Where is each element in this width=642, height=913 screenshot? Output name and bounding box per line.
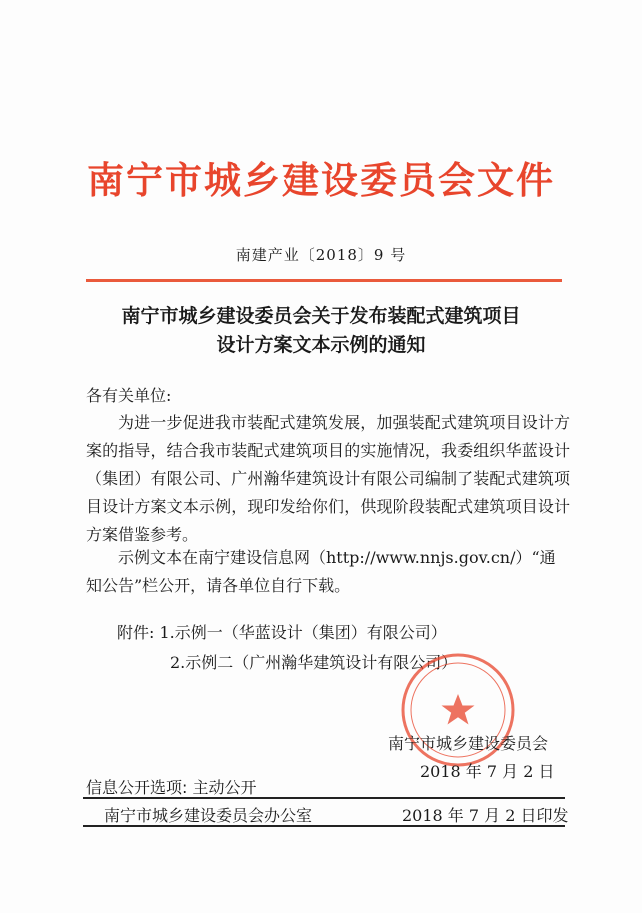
document-number: 南建产业〔2018〕9 号 [235,246,407,264]
footer-top-rule [83,797,565,799]
footer-bottom-rule [83,825,565,827]
disclosure-option: 信息公开选项: 主动公开 [86,778,257,797]
red-divider-line [86,279,562,282]
body-paragraph-2: 示例文本在南宁建设信息网（http://www.nnjs.gov.cn/）“通知公告”栏公开，请各单位自行下载。 [86,548,556,595]
body-paragraph-1: 为进一步促进我市装配式建筑发展，加强装配式建筑项目设计方案的指导，结合我市装配式建筑项目的实施情况，我委组织华蓝设计（集团）有限公司、广州瀚华建筑设计有限公司编制了装配式建筑项目设计方案文本示例，现印发给你们，供现阶段装配式建筑项目设计方案借鉴参考。 [86,413,570,544]
footer-issuing-office: 南宁市城乡建设委员会办公室 [104,806,313,825]
signature-organization: 南宁市城乡建设委员会 [388,734,549,753]
footer-issue-date: 2018 年 7 月 2 日印发 [402,806,569,825]
notice-title-line1: 南宁市城乡建设委员会关于发布装配式建筑项目 [121,305,521,327]
notice-title-line2: 设计方案文本示例的通知 [216,334,426,356]
attachment-line-1: 附件: 1.示例一（华蓝设计（集团）有限公司） [117,623,447,642]
salutation: 各有关单位: [86,386,172,405]
attachment-line-2: 2.示例二（广州瀚华建筑设计有限公司） [170,653,458,672]
notice-title [0,302,642,360]
signature-date: 2018 年 7 月 2 日 [420,762,555,781]
document-header-title: 南宁市城乡建设委员会文件 [87,159,555,202]
